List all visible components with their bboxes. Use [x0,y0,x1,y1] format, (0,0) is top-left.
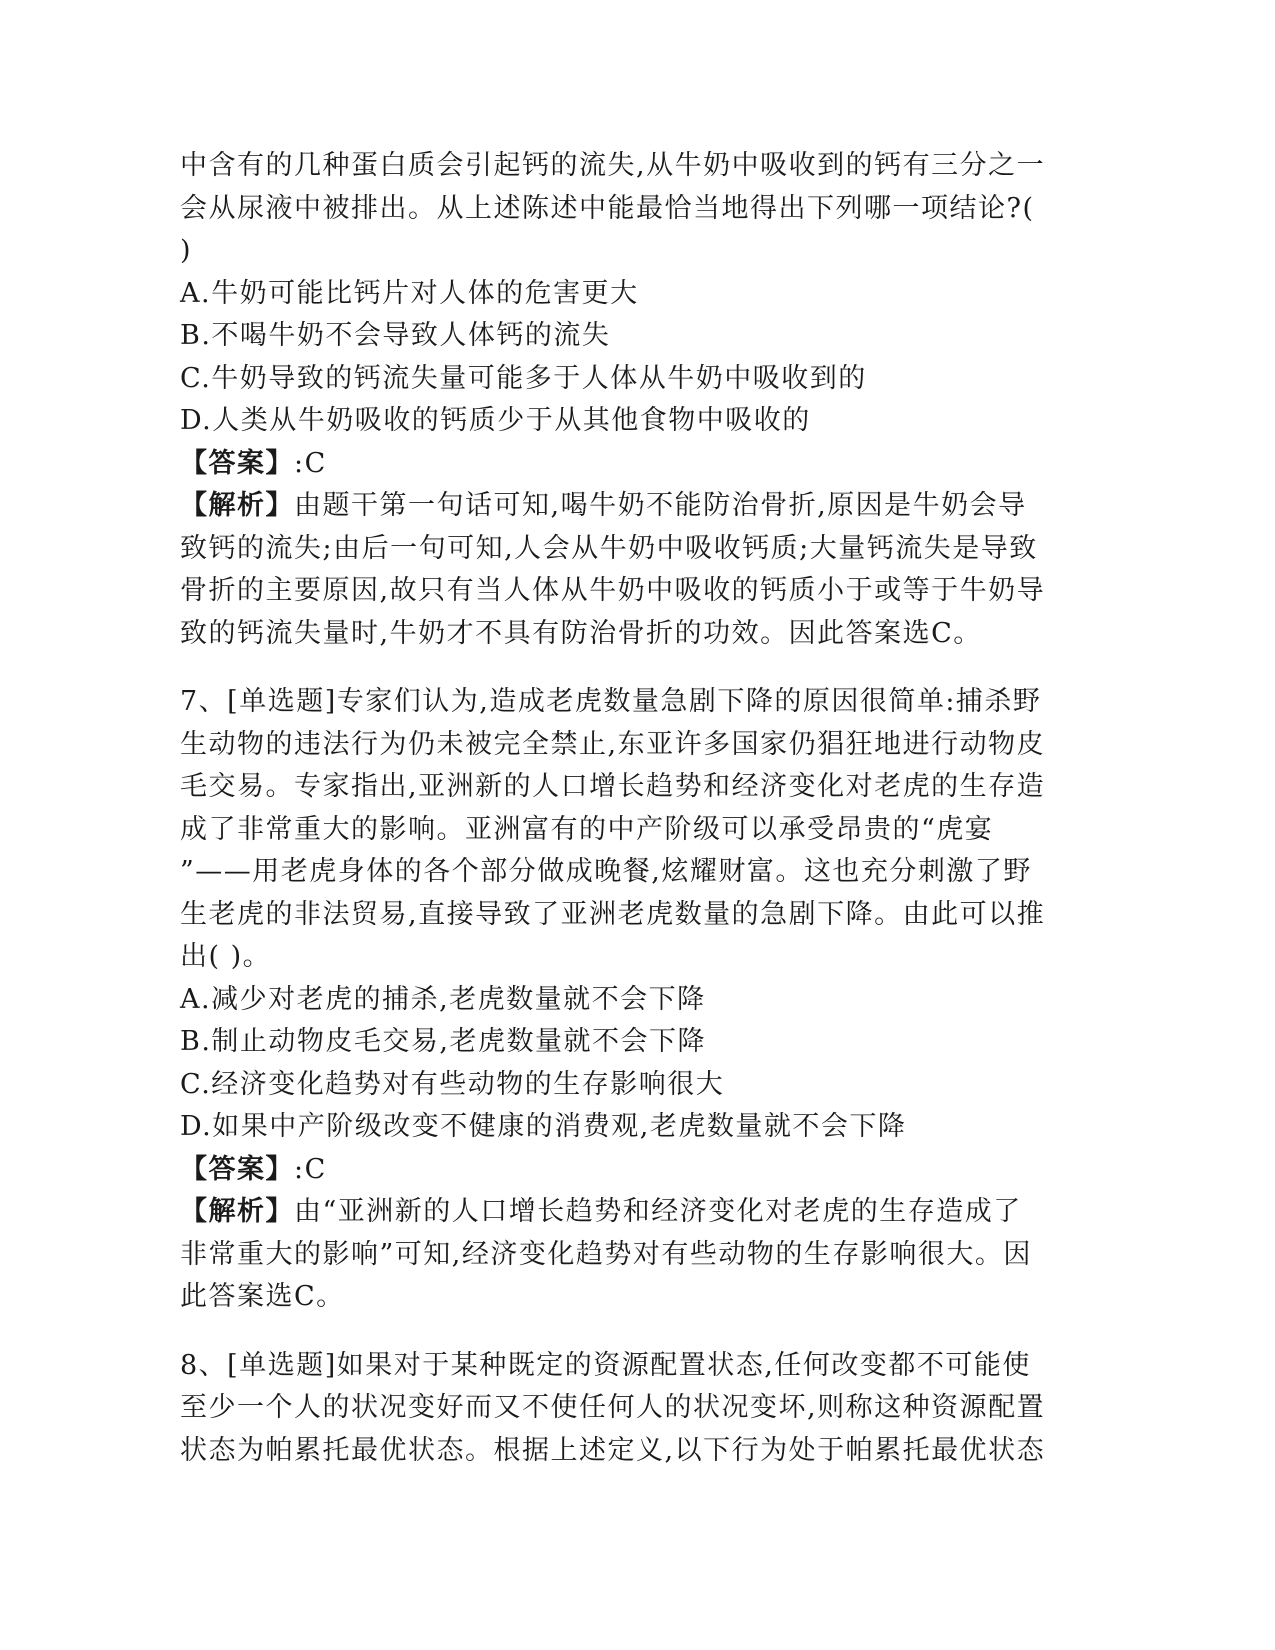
q6-stem-line: 中含有的几种蛋白质会引起钙的流失,从牛奶中吸收到的钙有三分之一 [180,150,1046,181]
question-7 [180,681,1080,1319]
answer-value: :C [294,447,327,479]
q7-stem-line: 生老虎的非法贸易,直接导致了亚洲老虎数量的急剧下降。由此可以推 [180,898,1046,930]
answer-label: 【答案】 [180,1153,294,1185]
q7-stem-line: 毛交易。专家指出,亚洲新的人口增长趋势和经济变化对老虎的生存造 [180,771,1046,802]
q6-analysis-line [180,485,1080,528]
q7-answer [180,1149,1080,1192]
q7-option-c: C.经济变化趋势对有些动物的生存影响很大 [180,1068,725,1100]
q7-analysis-line: 非常重大的影响”可知,经济变化趋势对有些动物的生存影响很大。因 [180,1238,1032,1270]
q6-answer [180,443,1080,486]
q6-option-d: D.人类从牛奶吸收的钙质少于从其他食物中吸收的 [180,405,811,436]
q6-option-c: C.牛奶导致的钙流失量可能多于人体从牛奶中吸收到的 [180,362,867,394]
answer-label: 【答案】 [180,447,294,479]
q6-stem-line: ) [180,235,193,266]
q7-stem-line: 7、[单选题]专家们认为,造成老虎数量急剧下降的原因很简单:捕杀野 [180,686,1042,717]
q7-analysis-line [180,1191,1080,1234]
q6-stem-line: 会从尿液中被排出。从上述陈述中能最恰当地得出下列哪一项结论?( [180,192,1035,224]
question-8 [180,1345,1080,1473]
q8-stem-line: 状态为帕累托最优状态。根据上述定义,以下行为处于帕累托最优状态 [180,1434,1046,1466]
q7-stem-line: 出( )。 [180,941,272,972]
analysis-label: 【解析】 [180,490,294,521]
spacer [180,655,1080,681]
q7-stem-line: 生动物的违法行为仍未被完全禁止,东亚许多国家仍猖狂地进行动物皮 [180,728,1046,760]
question-6 [180,145,1080,655]
q7-stem-line: ”——用老虎身体的各个部分做成晚餐,炫耀财富。这也充分刺激了野 [180,856,1032,887]
analysis-label: 【解析】 [180,1196,294,1227]
q7-option-a: A.减少对老虎的捕杀,老虎数量就不会下降 [180,983,706,1015]
analysis-text: 由题干第一句话可知,喝牛奶不能防治骨折,原因是牛奶会导 [294,490,1027,521]
q6-analysis-line: 骨折的主要原因,故只有当人体从牛奶中吸收的钙质小于或等于牛奶导 [180,575,1046,606]
q6-analysis-line: 致的钙流失量时,牛奶才不具有防治骨折的功效。因此答案选C。 [180,617,982,649]
q6-option-b: B.不喝牛奶不会导致人体钙的流失 [180,320,611,351]
q7-option-b: B.制止动物皮毛交易,老虎数量就不会下降 [180,1026,707,1057]
q7-stem-line: 成了非常重大的影响。亚洲富有的中产阶级可以承受昂贵的“虎宴 [180,813,994,845]
q8-stem-line: 至少一个人的状况变好而又不使任何人的状况变坏,则称这种资源配置 [180,1392,1046,1423]
document-page [180,145,1080,1472]
q7-option-d: D.如果中产阶级改变不健康的消费观,老虎数量就不会下降 [180,1111,907,1142]
q6-analysis-line: 致钙的流失;由后一句可知,人会从牛奶中吸收钙质;大量钙流失是导致 [180,532,1038,564]
analysis-text: 由“亚洲新的人口增长趋势和经济变化对老虎的生存造成了 [294,1196,1022,1227]
q6-option-a: A.牛奶可能比钙片对人体的危害更大 [180,277,639,309]
spacer [180,1319,1080,1345]
q7-analysis-line: 此答案选C。 [180,1281,345,1312]
answer-value: :C [294,1153,327,1185]
q8-stem-line: 8、[单选题]如果对于某种既定的资源配置状态,任何改变都不可能使 [180,1349,1031,1381]
